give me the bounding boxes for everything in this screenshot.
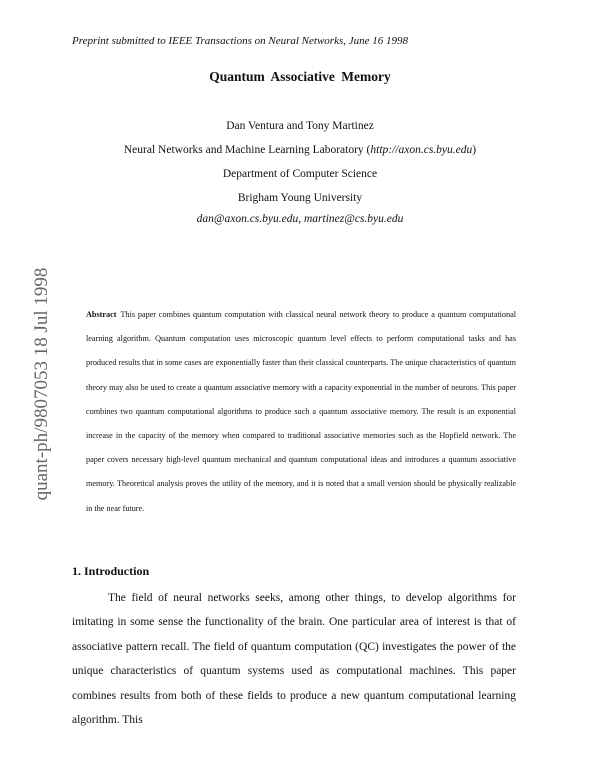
department: Department of Computer Science (222, 168, 378, 180)
lab-name: Neural Networks and Machine Learning Laboratory ( (123, 144, 371, 156)
abstract-label: Abstract (86, 310, 117, 319)
university: Brigham Young University (237, 192, 363, 204)
introduction-paragraph: The field of neural networks seeks, among other things, to develop algorithms for imitating in some sense the functionality of the brain. One particular area of interest is that of associative pattern recall. The field of quantum computation (QC) investigates the power of the unique characteristics of quantum systems used as computational machines. This paper combines results from both of these fields to produce a new quantum computational learning algorithm. This (72, 592, 516, 727)
section-heading-introduction: 1. Introduction (72, 564, 150, 578)
author-emails: dan@axon.cs.byu.edu, martinez@cs.byu.edu (196, 213, 404, 225)
lab-suffix: ) (472, 144, 477, 156)
abstract-block (86, 303, 516, 521)
lab-url-link[interactable]: http://axon.cs.byu.edu (370, 144, 473, 156)
lab-affiliation (0, 144, 600, 156)
arxiv-sidebar-stamp: quant-ph/9807053 18 Jul 1998 (31, 267, 52, 501)
paper-title: Quantum Associative Memory (209, 69, 391, 84)
abstract-text: This paper combines quantum computation with classical neural network theory to produce a quantum computational learning algorithm. Quantum computation uses microscopic quantum level effects to perform computational tasks and has produced results that in some cases are exponentially faster than their classical counterparts. The unique characteristics of quantum theory may also be used to create a quantum associative memory with a capacity exponential in the number of neurons. This paper combines two quantum computational algorithms to produce such a quantum associative memory. The result is an exponential increase in the capacity of the memory when compared to traditional associative memories such as the Hopfield network. The paper covers necessary high-level quantum mechanical and quantum computational ideas and introduces a quantum associative memory. Theoretical analysis proves the utility of the memory, and it is noted that a small version should be physically realizable in the near future. (86, 310, 516, 513)
preprint-header: Preprint submitted to IEEE Transactions on Neural Networks, June 16 1998 (72, 35, 408, 47)
authors: Dan Ventura and Tony Martinez (226, 120, 374, 132)
